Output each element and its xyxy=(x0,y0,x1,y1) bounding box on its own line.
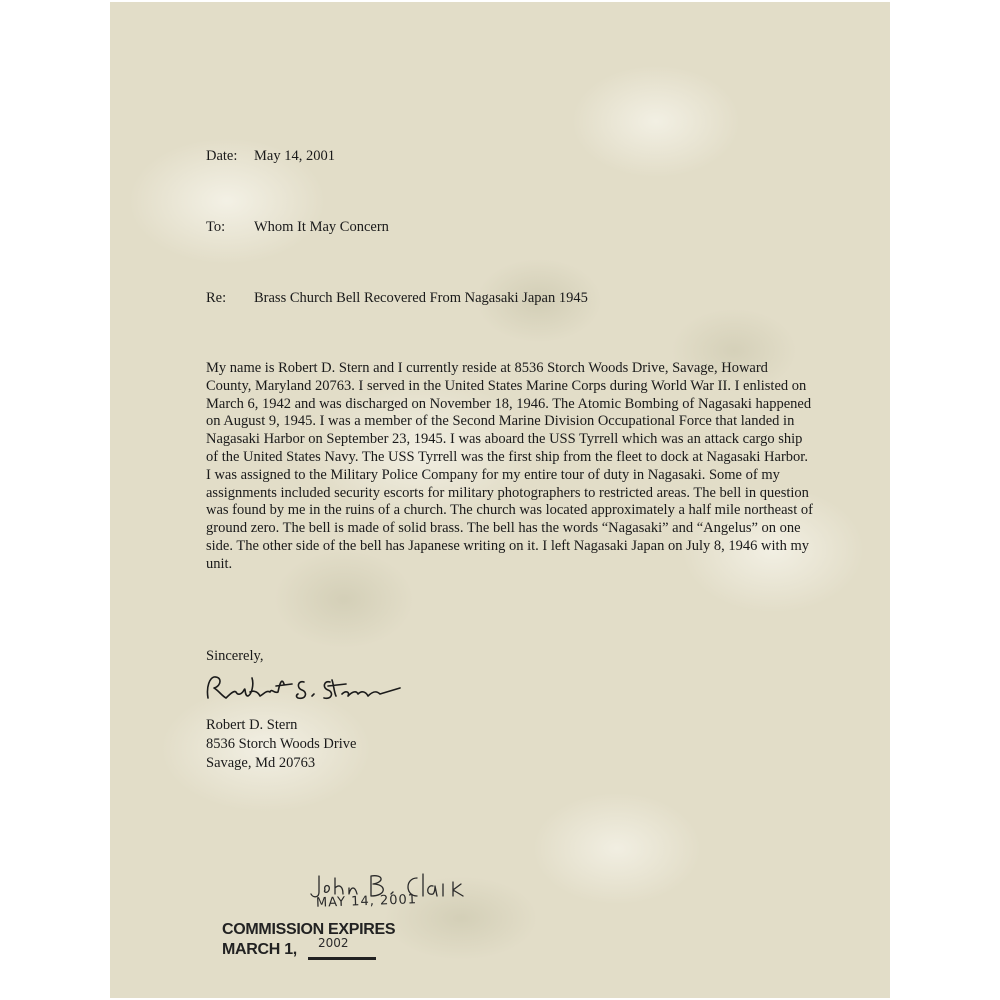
date-line xyxy=(206,148,335,165)
signature-handwritten xyxy=(200,668,410,708)
to-line xyxy=(206,219,389,236)
sender-address xyxy=(206,716,356,773)
stamp-line-2: MARCH 1, xyxy=(222,941,297,958)
sender-city: Savage, Md 20763 xyxy=(206,755,316,771)
sender-street: 8536 Storch Woods Drive xyxy=(206,736,357,752)
to-value: Whom It May Concern xyxy=(254,219,389,235)
closing: Sincerely, xyxy=(206,648,264,664)
subject-line xyxy=(206,290,588,307)
to-label: To: xyxy=(206,219,226,235)
subject-label: Re: xyxy=(206,290,227,306)
date-value: May 14, 2001 xyxy=(254,148,335,164)
notary-date: MAY 14, 2001 xyxy=(315,892,418,911)
subject-value: Brass Church Bell Recovered From Nagasaki Japan 1945 xyxy=(254,290,588,306)
stamp-line-1: COMMISSION EXPIRES xyxy=(222,921,396,938)
sender-name: Robert D. Stern xyxy=(206,717,298,733)
commission-stamp xyxy=(222,920,395,960)
letter-body: My name is Robert D. Stern and I currently reside at 8536 Storch Woods Drive, Savage, Howard County, Maryland 20763. I served in the United States Marine Corps during World War II. I enlisted on March 6, 1942 and was discharged on November 18, 1946. The Atomic Bombing of Nagasaki happened on August 9, 1945. I was a member of the Second Marine Division Occupational Force that landed in Nagasaki Harbor on September 23, 1945. I was aboard the USS Tyrrell which was an attack cargo ship of the United States Navy. The USS Tyrrell was the first ship from the fleet to dock at Nagasaki Harbor. I was assigned to the Military Police Company for my entire tour of duty in Nagasaki. Some of my assignments included security escorts for military photographers to restricted areas. The bell in question was found by me in the ruins of a church. The church was located approximately a half mile northeast of ground zero. The bell is made of solid brass. The bell has the words “Nagasaki” and “Angelus” on one side. The other side of the bell has Japanese writing on it. I left Nagasaki Japan on July 8, 1946 with my unit. xyxy=(206,360,813,572)
stamp-underline xyxy=(308,957,376,960)
date-label: Date: xyxy=(206,148,238,164)
letter-page xyxy=(110,2,890,998)
commission-expiry-year: 2002 xyxy=(318,936,349,950)
